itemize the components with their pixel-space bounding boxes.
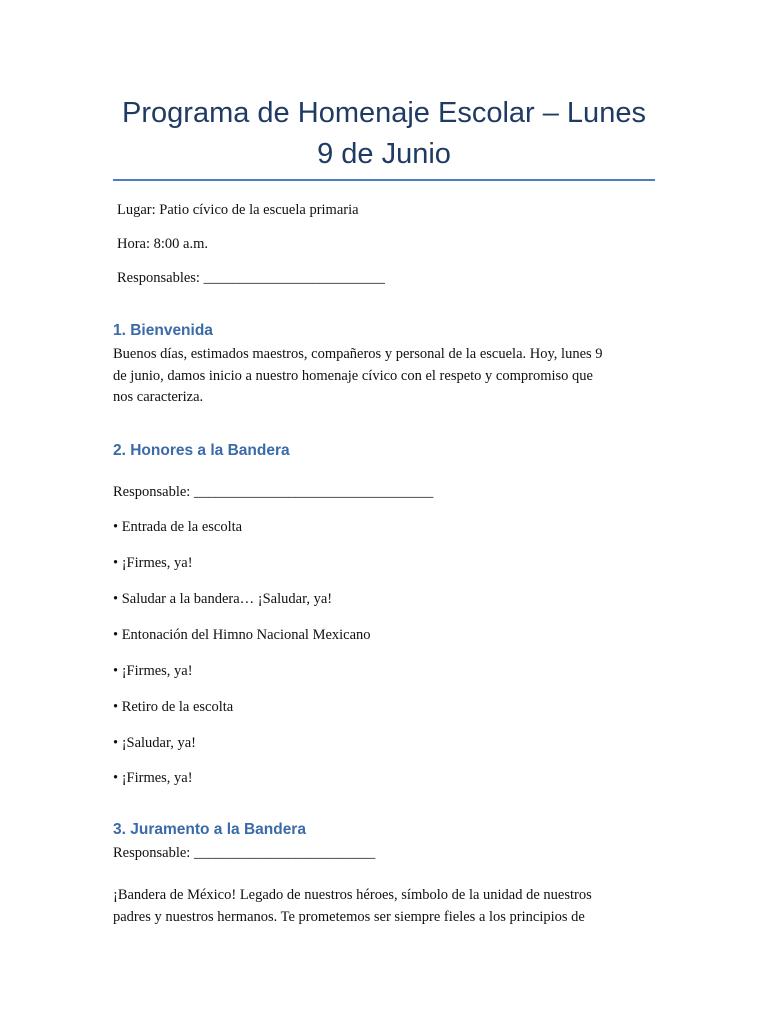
list-item: • ¡Firmes, ya! (113, 770, 193, 786)
title-line-2: 9 de Junio (317, 138, 451, 170)
list-item: • ¡Firmes, ya! (113, 663, 193, 679)
juramento-paragraph (113, 885, 658, 928)
responsables-text: Responsables: _________________________ (117, 270, 385, 286)
honores-responsable: Responsable: _________________________________ (113, 484, 434, 500)
hora-text: Hora: 8:00 a.m. (117, 236, 209, 252)
list-item: • Retiro de la escolta (113, 699, 234, 715)
paragraph-line: ¡Bandera de México! Legado de nuestros héroes, símbolo de la unidad de nuestros (113, 887, 592, 903)
list-item: • ¡Firmes, ya! (113, 555, 193, 571)
title-underline (113, 179, 655, 181)
heading-juramento: 3. Juramento a la Bandera (113, 821, 306, 838)
list-item: • Saludar a la bandera… ¡Saludar, ya! (113, 591, 333, 607)
heading-honores: 2. Honores a la Bandera (113, 442, 290, 459)
list-item: • Entonación del Himno Nacional Mexicano (113, 627, 371, 643)
document-title (113, 93, 655, 175)
paragraph-line: de junio, damos inicio a nuestro homenaje cívico con el respeto y compromiso que (113, 367, 593, 384)
list-item: • Entrada de la escolta (113, 519, 243, 535)
juramento-responsable: Responsable: _________________________ (113, 845, 376, 861)
paragraph-line: Buenos días, estimados maestros, compañeros y personal de la escuela. Hoy, lunes 9 (113, 346, 603, 362)
paragraph-line: padres y nuestros hermanos. Te prometemos ser siempre fieles a los principios de (113, 908, 585, 925)
list-item: • ¡Saludar, ya! (113, 735, 197, 751)
heading-bienvenida: 1. Bienvenida (113, 322, 213, 339)
lugar-text: Lugar: Patio cívico de la escuela primaria (117, 202, 359, 218)
bienvenida-paragraph (113, 344, 658, 409)
title-line-1: Programa de Homenaje Escolar – Lunes (122, 97, 646, 129)
paragraph-line: nos caracteriza. (113, 389, 204, 405)
